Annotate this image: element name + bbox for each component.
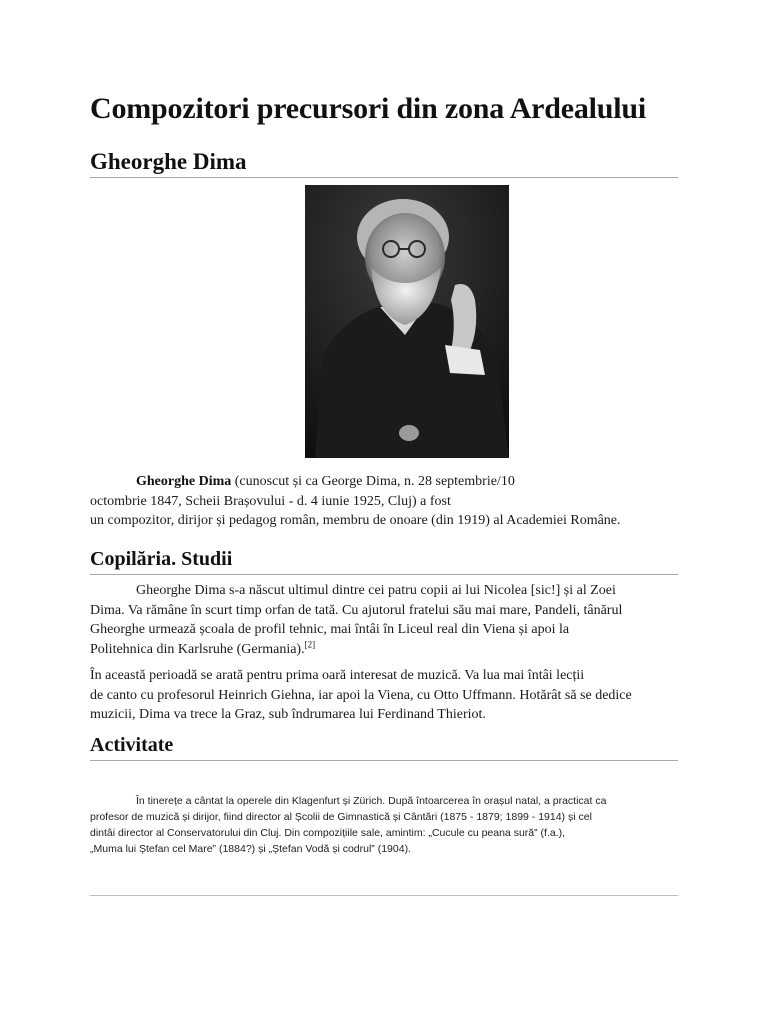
activitate-line-4: „Muma lui Ștefan cel Mare” (1884?) și „Ștefan Vodă și codrul” (1904). — [90, 843, 411, 855]
intro-line-1 — [90, 472, 680, 492]
copilaria-p1-line-2: Dima. Va rămâne în scurt timp orfan de tată. Cu ajutorul fratelui său mai mare, Pandeli, tânărul — [90, 602, 623, 618]
intro-line-2: octombrie 1847, Scheii Brașovului - d. 4 iunie 1925, Cluj) a fost — [90, 493, 451, 509]
copilaria-p1-line-3: Gheorghe urmează școala de profil tehnic, mai întâi în Liceul real din Viena și apoi la — [90, 622, 570, 637]
copilaria-p1-line-4-text: Politehnica din Karlsruhe (Germania). — [90, 641, 305, 657]
copilaria-p1-line-4 — [90, 640, 680, 660]
copilaria-p2-line-3: muzicii, Dima va trece la Graz, sub îndrumarea lui Ferdinand Thieriot. — [90, 707, 486, 722]
intro-paragraph — [90, 472, 680, 531]
copilaria-p2-line-1: În această perioadă se arată pentru prima oară interesat de muzică. Va lua mai întâi lecții — [90, 668, 585, 683]
subject-name: Gheorghe Dima — [136, 474, 232, 489]
intro-line-1-text: (cunoscut și ca George Dima, n. 28 septembrie/10 — [231, 474, 515, 489]
copilaria-paragraph-1 — [90, 581, 680, 659]
bottom-divider — [90, 895, 678, 896]
section-heading-copilaria: Copilăria. Studii — [90, 548, 678, 575]
copilaria-paragraph-2 — [90, 666, 680, 725]
portrait-photo — [305, 185, 509, 458]
section-heading-gheorghe-dima: Gheorghe Dima — [90, 149, 678, 178]
copilaria-p1-line-1: Gheorghe Dima s-a născut ultimul dintre cei patru copii ai lui Nicolea [sic!] și al Zoei — [136, 583, 616, 598]
intro-line-3: un compozitor, dirijor și pedagog român, membru de onoare (din 1919) al Academiei Române. — [90, 513, 621, 528]
activitate-line-3: dintâi director al Conservatorului din Cluj. Din compozițiile sale, amintim: „Cucule cu peana sură” (f.a.), — [90, 827, 566, 839]
activitate-line-2: profesor de muzică și dirijor, fiind director al Școlii de Gimnastică și Cântări (1875 - 1879; 1899 - 1914) și cel — [90, 811, 592, 823]
activitate-paragraph — [90, 793, 680, 857]
reference-link-2[interactable]: [2] — [304, 638, 316, 649]
page-title: Compozitori precursori din zona Ardealului — [90, 92, 647, 125]
copilaria-p2-line-2: de canto cu profesorul Heinrich Giehna, iar apoi la Viena, cu Otto Uffmann. Hotărât să se dedice — [90, 687, 632, 703]
activitate-line-1: În tinerețe a cântat la operele din Klagenfurt și Zürich. După întoarcerea în orașul natal, a practicat ca — [136, 795, 607, 807]
section-heading-activitate: Activitate — [90, 734, 678, 761]
